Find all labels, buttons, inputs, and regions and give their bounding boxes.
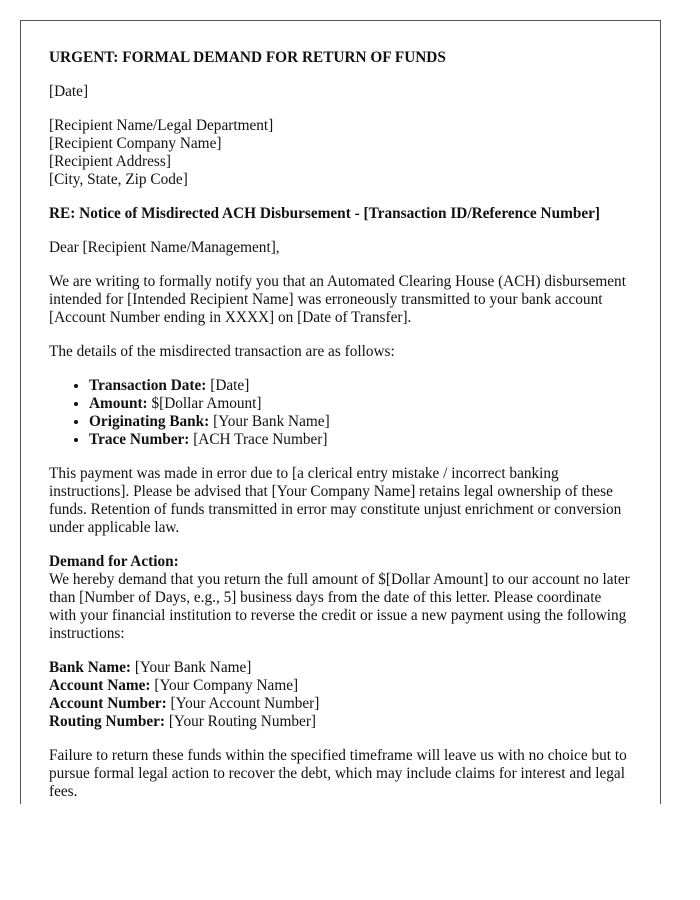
transaction-details-list bbox=[49, 377, 632, 449]
instruction-item bbox=[49, 659, 632, 677]
demand-paragraph: We hereby demand that you return the full amount of $[Dollar Amount] to our account no later than [Number of Days, e.g., 5] business days from the date of this letter. Please coordinate with your financial institution to reverse the credit or issue a new payment using the following instructions: bbox=[49, 571, 630, 642]
letter-title: URGENT: FORMAL DEMAND FOR RETURN OF FUNDS bbox=[49, 49, 446, 66]
detail-value: $[Dollar Amount] bbox=[147, 395, 262, 412]
recipient-city: [City, State, Zip Code] bbox=[49, 171, 188, 188]
letter-page bbox=[20, 20, 661, 804]
instruction-item bbox=[49, 713, 632, 731]
detail-label: Transaction Date: bbox=[89, 377, 207, 394]
closing-paragraph: Failure to return these funds within the specified timeframe will leave us with no choice but to pursue formal legal action to recover the debt, which may include claims for interest and legal fees. bbox=[49, 747, 627, 800]
detail-item bbox=[89, 413, 632, 431]
payment-instructions bbox=[49, 659, 632, 731]
recipient-name: [Recipient Name/Legal Department] bbox=[49, 117, 274, 134]
error-paragraph: This payment was made in error due to [a clerical entry mistake / incorrect banking instructions]. Please be advised that [Your Company Name] retains legal ownership of these funds. Retention of funds transmitted in error may constitute unjust enrichment or conversion under applicable law. bbox=[49, 465, 622, 536]
detail-value: [ACH Trace Number] bbox=[189, 431, 328, 448]
salutation: Dear [Recipient Name/Management], bbox=[49, 239, 280, 256]
detail-value: [Date] bbox=[206, 377, 250, 394]
instruction-label: Account Name: bbox=[49, 677, 151, 694]
detail-value: [Your Bank Name] bbox=[209, 413, 330, 430]
intro-paragraph: We are writing to formally notify you that an Automated Clearing House (ACH) disbursement intended for [Intended Recipient Name] was erroneously transmitted to your bank account [Account Number ending in XXXX] on [Date of Transfer]. bbox=[49, 273, 626, 326]
instruction-label: Account Number: bbox=[49, 695, 167, 712]
detail-item bbox=[89, 395, 632, 413]
demand-section bbox=[49, 553, 632, 643]
detail-item bbox=[89, 377, 632, 395]
instruction-label: Bank Name: bbox=[49, 659, 132, 676]
detail-label: Trace Number: bbox=[89, 431, 190, 448]
detail-label: Amount: bbox=[89, 395, 148, 412]
instruction-value: [Your Company Name] bbox=[150, 677, 299, 694]
instruction-value: [Your Bank Name] bbox=[131, 659, 252, 676]
recipient-company: [Recipient Company Name] bbox=[49, 135, 222, 152]
instruction-label: Routing Number: bbox=[49, 713, 166, 730]
details-intro: The details of the misdirected transaction are as follows: bbox=[49, 343, 395, 360]
letter-date: [Date] bbox=[49, 83, 89, 100]
instruction-item bbox=[49, 695, 632, 713]
detail-item bbox=[89, 431, 632, 449]
instruction-value: [Your Account Number] bbox=[166, 695, 320, 712]
subject-line: RE: Notice of Misdirected ACH Disbursement - [Transaction ID/Reference Number] bbox=[49, 205, 601, 222]
demand-heading: Demand for Action: bbox=[49, 553, 179, 570]
instruction-value: [Your Routing Number] bbox=[165, 713, 317, 730]
recipient-block bbox=[49, 117, 632, 189]
instruction-item bbox=[49, 677, 632, 695]
recipient-address: [Recipient Address] bbox=[49, 153, 171, 170]
detail-label: Originating Bank: bbox=[89, 413, 210, 430]
